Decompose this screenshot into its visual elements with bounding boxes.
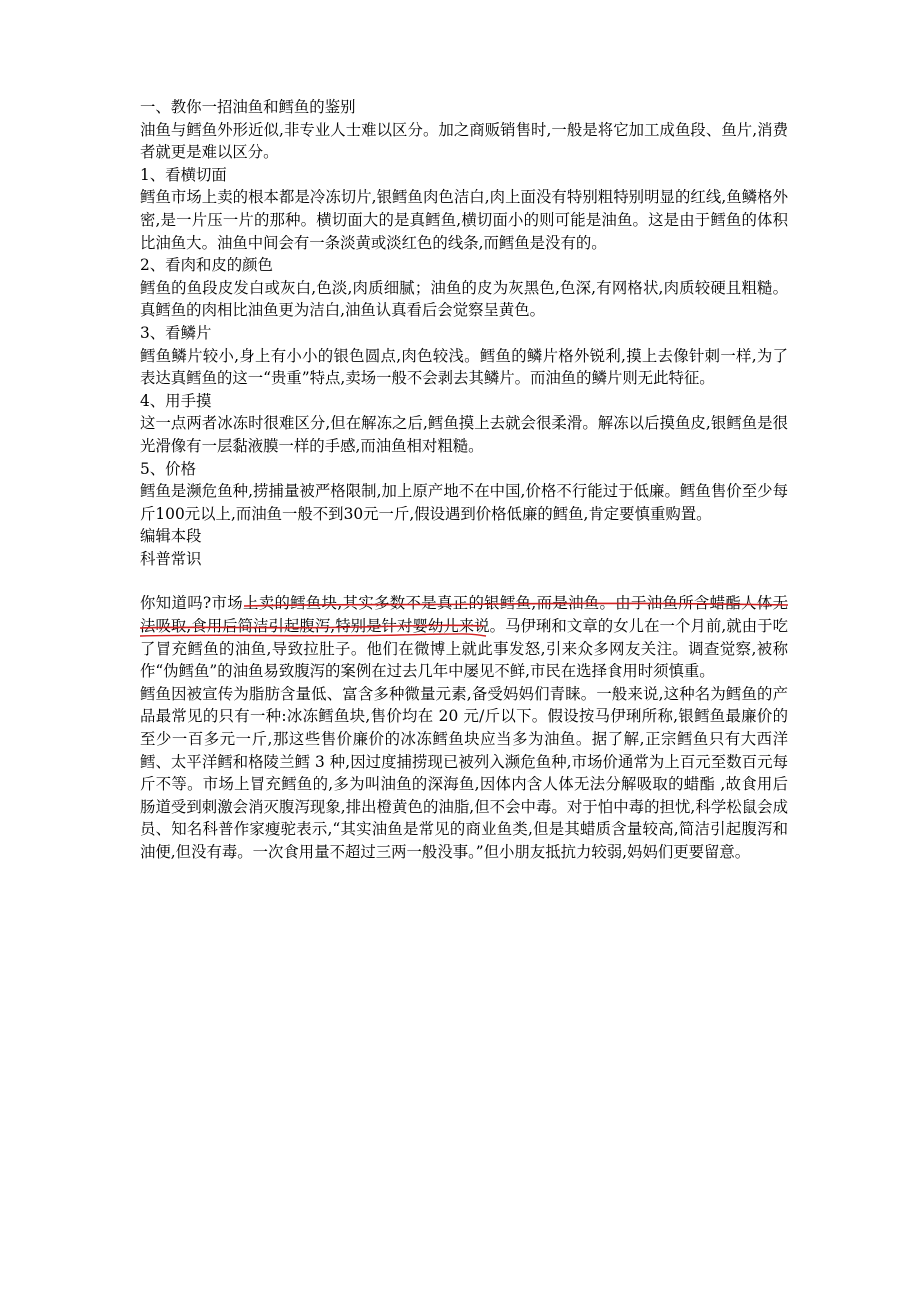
annotated-paragraph-wrap [140, 592, 788, 682]
subheading: 科普常识 [140, 549, 202, 568]
item-body-2: 鳕鱼的鱼段皮发白或灰白,色淡,肉质细腻；油鱼的皮为灰黑色,色深,有网格状,肉质较硬且粗糙。真鳕鱼的肉相比油鱼更为洁白,油鱼认真看后会觉察呈黄色。 [140, 278, 788, 320]
section-heading: 一、教你一招油鱼和鳕鱼的鉴别 [140, 98, 356, 116]
item-title-5: 5、价格 [140, 459, 196, 478]
item-title-3: 3、看鳞片 [140, 323, 212, 342]
blank-line [140, 570, 788, 592]
edit-section-link[interactable]: 编辑本段 [140, 527, 202, 546]
intro-paragraph: 油鱼与鳕鱼外形近似,非专业人士难以区分。加之商贩销售时,一般是将它加工成鱼段、鱼片,消费者就更是难以区分。 [140, 120, 788, 162]
document-body [140, 96, 788, 864]
paragraph-2: 鳕鱼因被宣传为脂肪含量低、富含多种微量元素,备受妈妈们青睐。一般来说,这种名为鳕鱼的产品最常见的只有一种:冰冻鳕鱼块,售价均在 20 元/斤以下。假设按马伊琍所称,银鳕鱼最廉价的至少一百多元一斤,那这些售价廉价的冰冻鳕鱼块应当多为油鱼。据了解,正宗鳕鱼只有大西洋鳕、太平洋鳕和格陵兰鳕 3 种,因过度捕捞现已被列入濒危鱼种,市场价通常为上百元至数百元每斤不等。市场上冒充鳕鱼的,多为叫油鱼的深海鱼,因体内含人体无法分解吸取的蜡酯 ,故食用后肠道受到刺激会消灭腹泻现象,排出橙黄色的油脂,但不会中毒。对于怕中毒的担忧,科学松鼠会成员、知名科普作家瘦驼表示,“其实油鱼是常见的商业鱼类,但是其蜡质含量较高,简洁引起腹泻和油便,但没有毒。一次食用量不超过三两一般没事。”但小朋友抵抗力较弱,妈妈们更要留意。 [140, 684, 788, 861]
annotated-paragraph [140, 592, 788, 682]
item-title-2: 2、看肉和皮的颜色 [140, 256, 273, 275]
para-rest-text: 特别是针对婴幼儿来说。马伊琍和文章的女儿在一个月前,就由于吃了冒充鳕鱼的油鱼,导致拉肚子。他们在微博上就此事发怒,引来众多网友关注。调查觉察,被称作“伪鳕鱼”的油鱼易致腹泻的案例在过去几年中屡见不鲜,市民在选择食用时须慎重。 [140, 617, 788, 681]
struck-text: 场上卖的鳕鱼块,其实多数不是真正的银鳕鱼,而是油鱼。由于油鱼所含蜡酯人体无法吸取,食用后简洁引起腹泻, [140, 594, 788, 636]
item-body-5: 鳕鱼是濒危鱼种,捞捕量被严格限制,加上原产地不在中国,价格不行能过于低廉。鳕鱼售价至少每斤100元以上,而油鱼一般不到30元一斤,假设遇到价格低廉的鳕鱼,肯定要慎重购置。 [140, 482, 788, 523]
item-title-4: 4、用手摸 [140, 391, 212, 410]
item-body-4: 这一点两者冰冻时很难区分,但在解冻之后,鳕鱼摸上去就会很柔滑。解冻以后摸鱼皮,银鳕鱼是很光滑像有一层黏液膜一样的手感,而油鱼相对粗糙。 [140, 414, 788, 455]
item-title-1: 1、看横切面 [140, 165, 227, 184]
para-lead-text: 你知道吗?市 [140, 594, 228, 613]
item-body-1: 鳕鱼市场上卖的根本都是冷冻切片,银鳕鱼肉色洁白,肉上面没有特别粗特别明显的红线,鱼鳞格外密,是一片压一片的那种。横切面大的是真鳕鱼,横切面小的则可能是油鱼。这是由于鳕鱼的体积比油鱼大。油鱼中间会有一条淡黄或淡红色的线条,而鳕鱼是没有的。 [140, 188, 788, 252]
item-body-3: 鳕鱼鳞片较小,身上有小小的银色圆点,肉色较浅。鳕鱼的鳞片格外锐利,摸上去像针刺一样,为了表达真鳕鱼的这一“贵重”特点,卖场一般不会剥去其鳞片。而油鱼的鳞片则无此特征。 [140, 346, 788, 388]
